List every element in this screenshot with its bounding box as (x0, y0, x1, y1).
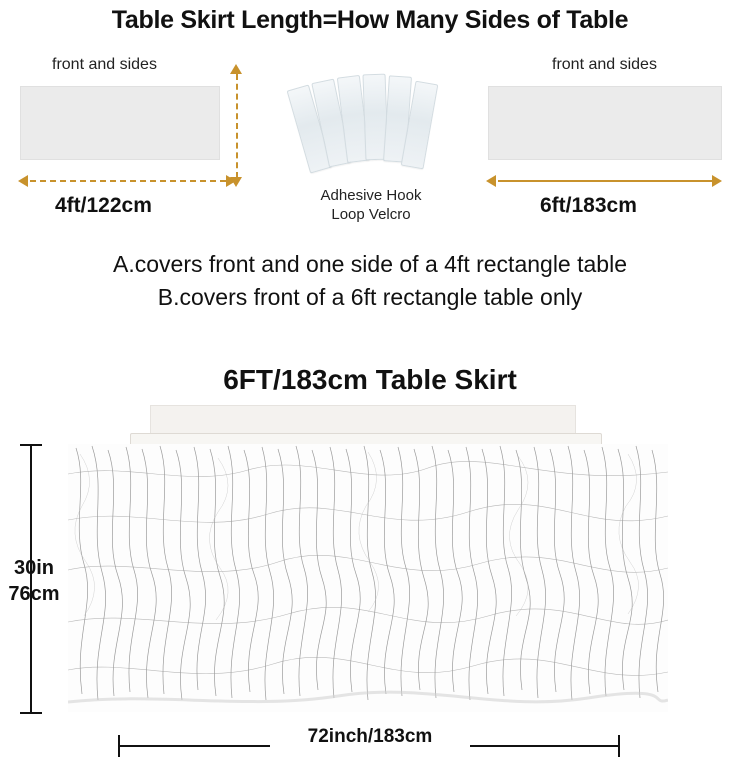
height-measure-cap-bottom (20, 712, 42, 714)
product-title: 6FT/183cm Table Skirt (223, 364, 517, 395)
left-side-arrow-bottom (230, 177, 242, 187)
right-width-arrow-end (712, 175, 722, 187)
right-table-shape (488, 86, 722, 160)
height-measure-cap-top (20, 444, 42, 446)
left-table-shape (20, 86, 220, 160)
width-label: 72inch/183cm (270, 726, 470, 748)
right-width-arrow-start (486, 175, 496, 187)
product-diagram (0, 400, 740, 767)
velcro-strips-illustration (296, 70, 444, 178)
height-label (6, 555, 62, 607)
left-width-dashed-line (30, 180, 226, 182)
velcro-caption-line2: Loop Velcro (331, 206, 411, 223)
table-skirt-image (68, 444, 668, 712)
left-table-caption: front and sides (52, 56, 157, 73)
velcro-caption (296, 186, 446, 224)
left-side-dashed-line (236, 74, 238, 178)
description-list (0, 248, 740, 314)
description-item-b: B.covers front of a 6ft rectangle table only (157, 284, 583, 310)
left-width-arrow-start (18, 175, 28, 187)
right-table-caption: front and sides (552, 56, 657, 73)
top-diagram (0, 46, 740, 231)
width-measure-cap-right (618, 735, 620, 757)
left-side-arrow-top (230, 64, 242, 74)
left-table-dimension: 4ft/122cm (55, 194, 152, 217)
page-title: Table Skirt Length=How Many Sides of Table (111, 6, 629, 34)
velcro-caption-line1: Adhesive Hook (320, 187, 422, 204)
right-table-dimension: 6ft/183cm (540, 194, 637, 217)
height-label-inches: 30in (13, 557, 55, 579)
description-item-a: A.covers front and one side of a 4ft rectangle table (113, 251, 627, 277)
right-width-line (498, 180, 712, 182)
width-measure-cap-left (118, 735, 120, 757)
height-label-cm: 76cm (8, 583, 60, 605)
